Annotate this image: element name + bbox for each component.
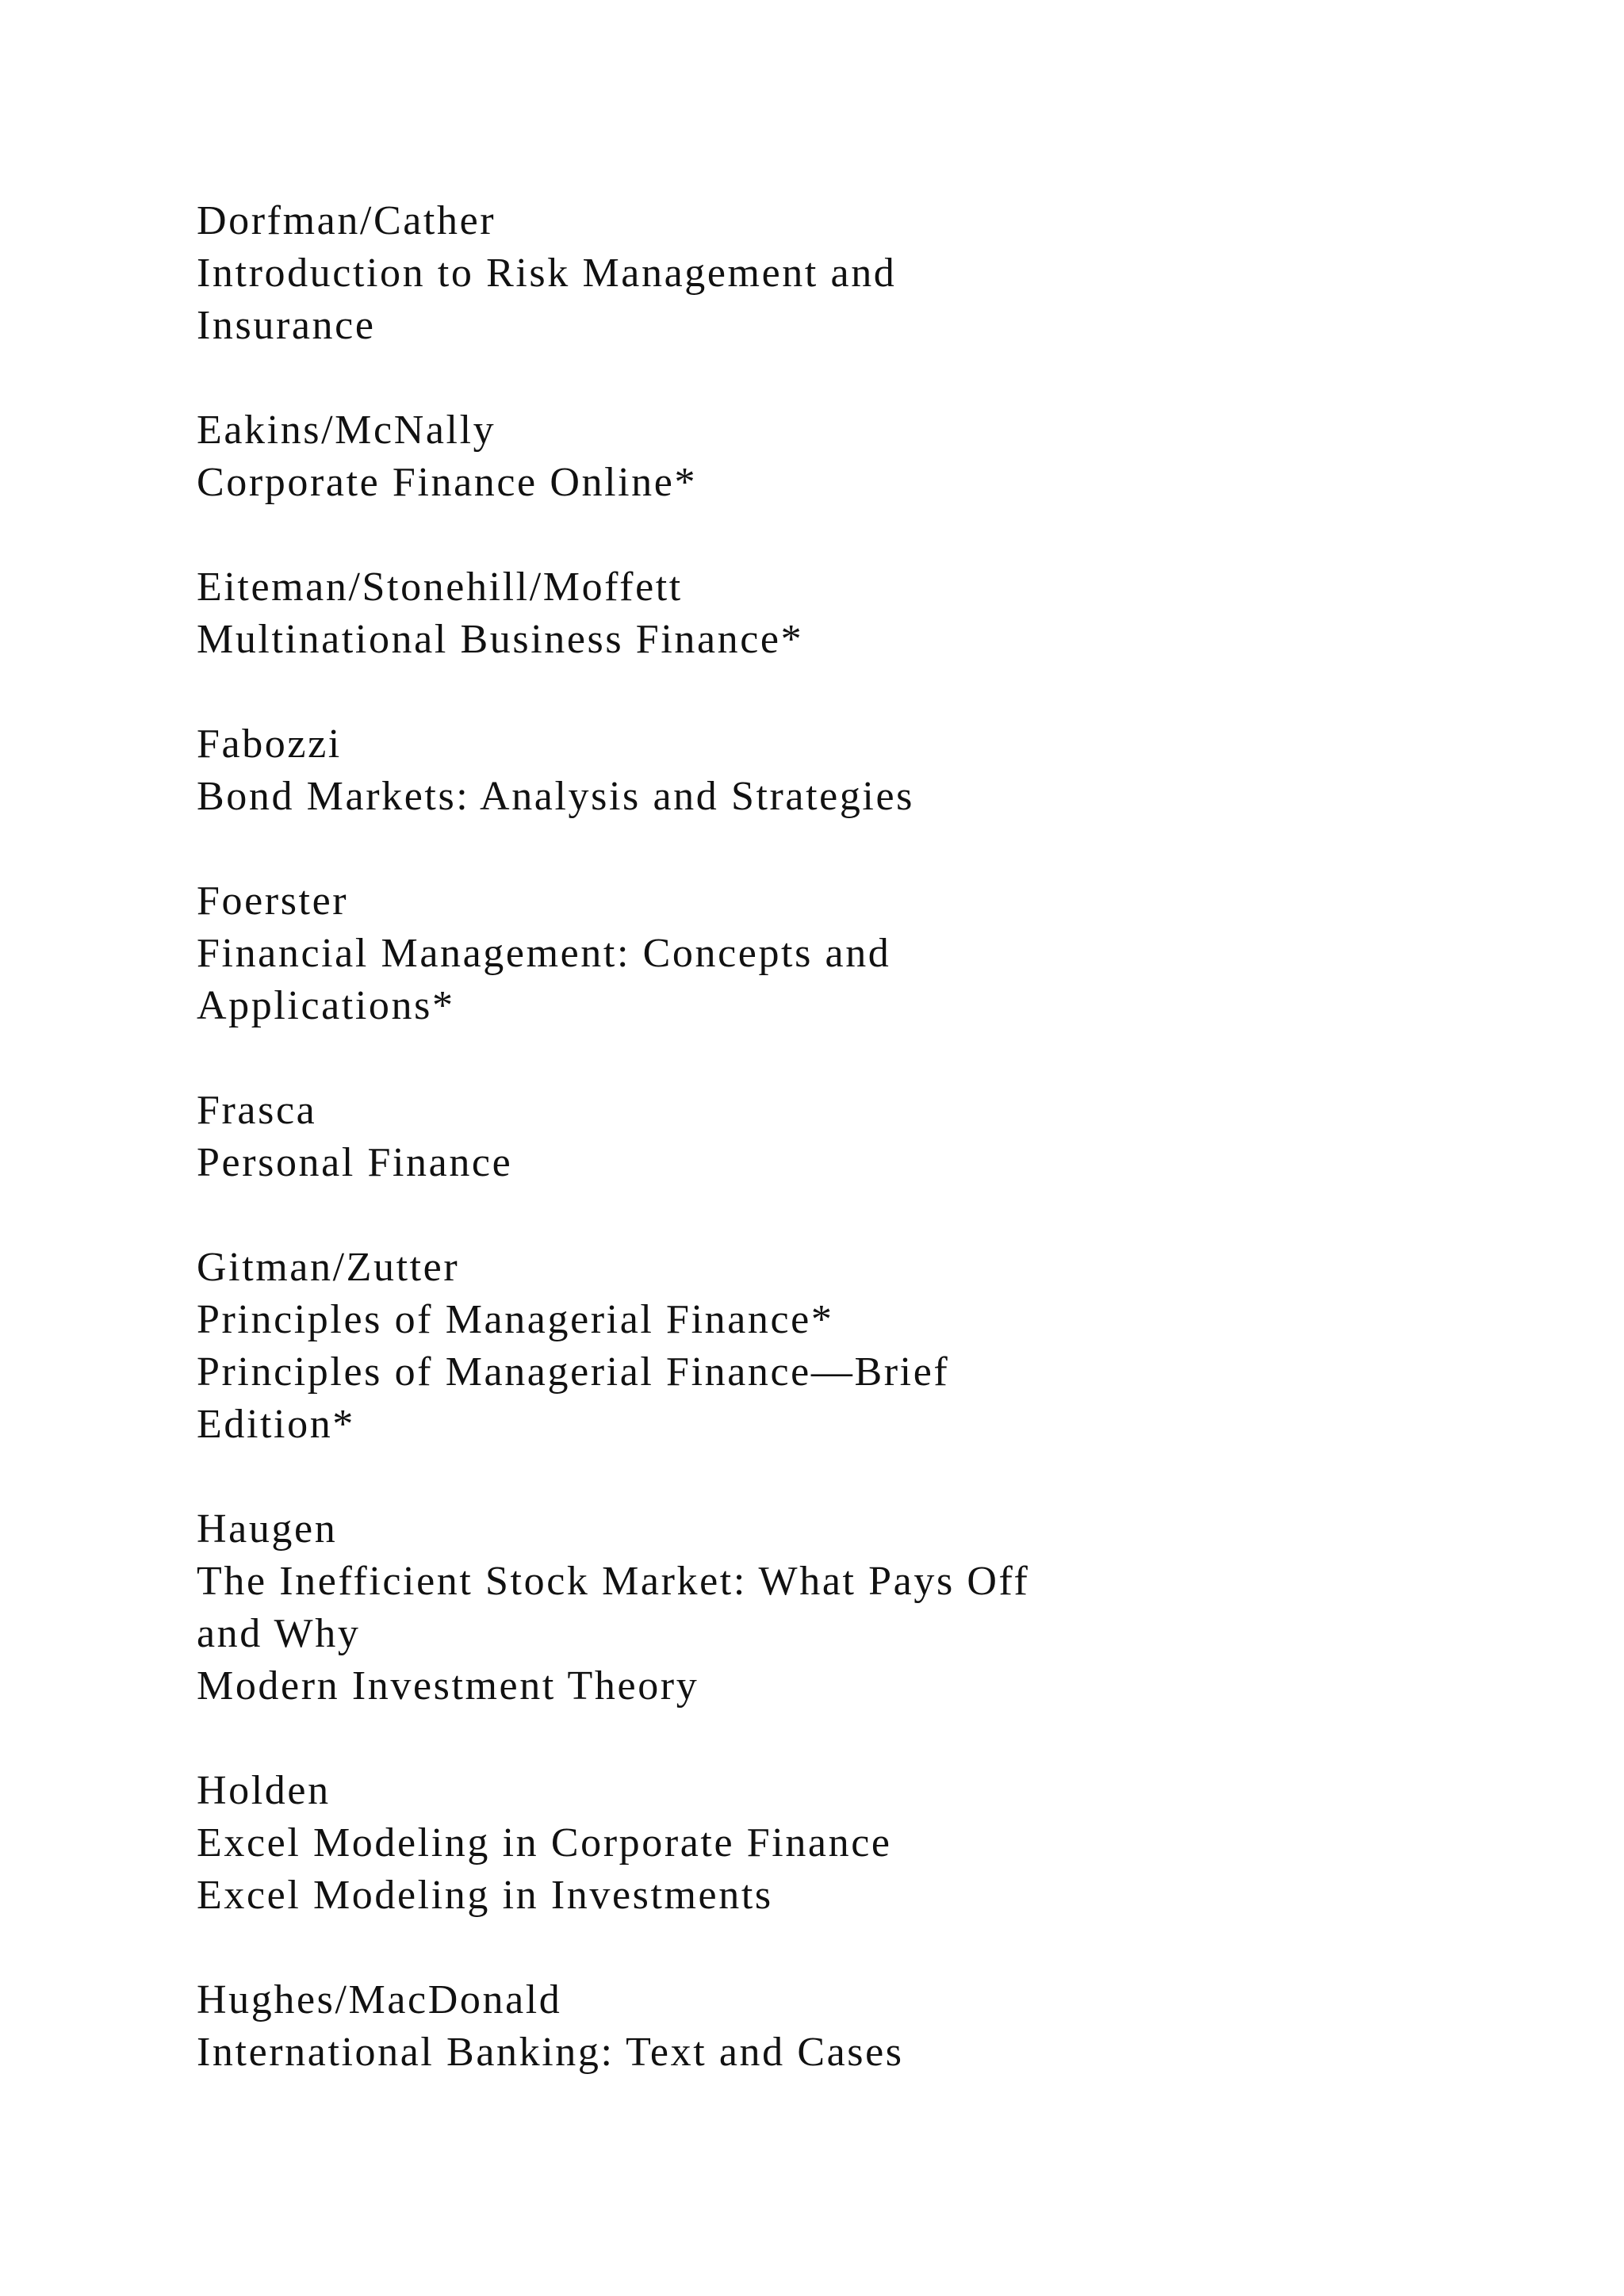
entry-author: Eakins/McNally bbox=[197, 408, 496, 453]
entry-title-line: Financial Management: Concepts and bbox=[197, 931, 891, 976]
entry-title-line: Excel Modeling in Corporate Finance bbox=[197, 1820, 892, 1866]
entry-title-line: Modern Investment Theory bbox=[197, 1663, 699, 1709]
book-entry bbox=[197, 1974, 1386, 2079]
entry-author: Fabozzi bbox=[197, 721, 342, 767]
entry-author: Haugen bbox=[197, 1506, 338, 1552]
entry-title-line: and Why bbox=[197, 1611, 361, 1656]
book-entry bbox=[197, 1765, 1386, 1922]
entry-title-line: Principles of Managerial Finance* bbox=[197, 1297, 834, 1342]
entry-author: Foerster bbox=[197, 878, 349, 924]
book-entry bbox=[197, 1503, 1386, 1712]
entry-title-line: Principles of Managerial Finance—Brief bbox=[197, 1349, 950, 1395]
book-entry bbox=[197, 195, 1386, 352]
book-entry bbox=[197, 1085, 1386, 1189]
entry-title-line: Multinational Business Finance* bbox=[197, 617, 804, 662]
entry-title-line: Personal Finance bbox=[197, 1140, 513, 1185]
entry-title-line: Edition* bbox=[197, 1402, 355, 1447]
entry-title-line: Excel Modeling in Investments bbox=[197, 1873, 773, 1918]
book-entry bbox=[197, 875, 1386, 1032]
entry-author: Eiteman/Stonehill/Moffett bbox=[197, 564, 683, 610]
entry-title-line: Introduction to Risk Management and bbox=[197, 251, 897, 296]
entry-title-line: The Inefficient Stock Market: What Pays Off bbox=[197, 1559, 1030, 1604]
entry-author: Dorfman/Cather bbox=[197, 198, 496, 243]
book-entry bbox=[197, 1242, 1386, 1451]
book-list bbox=[197, 195, 1386, 2131]
entry-author: Holden bbox=[197, 1768, 331, 1813]
entry-title-line: International Banking: Text and Cases bbox=[197, 2030, 904, 2075]
entry-author: Frasca bbox=[197, 1088, 317, 1133]
entry-title-line: Corporate Finance Online* bbox=[197, 460, 698, 505]
entry-title-line: Insurance bbox=[197, 303, 376, 348]
book-entry bbox=[197, 404, 1386, 509]
entry-title-line: Applications* bbox=[197, 983, 455, 1028]
entry-author: Hughes/MacDonald bbox=[197, 1977, 562, 2022]
entry-title-line: Bond Markets: Analysis and Strategies bbox=[197, 774, 914, 819]
book-entry bbox=[197, 718, 1386, 823]
entry-author: Gitman/Zutter bbox=[197, 1245, 460, 1290]
book-entry bbox=[197, 561, 1386, 666]
